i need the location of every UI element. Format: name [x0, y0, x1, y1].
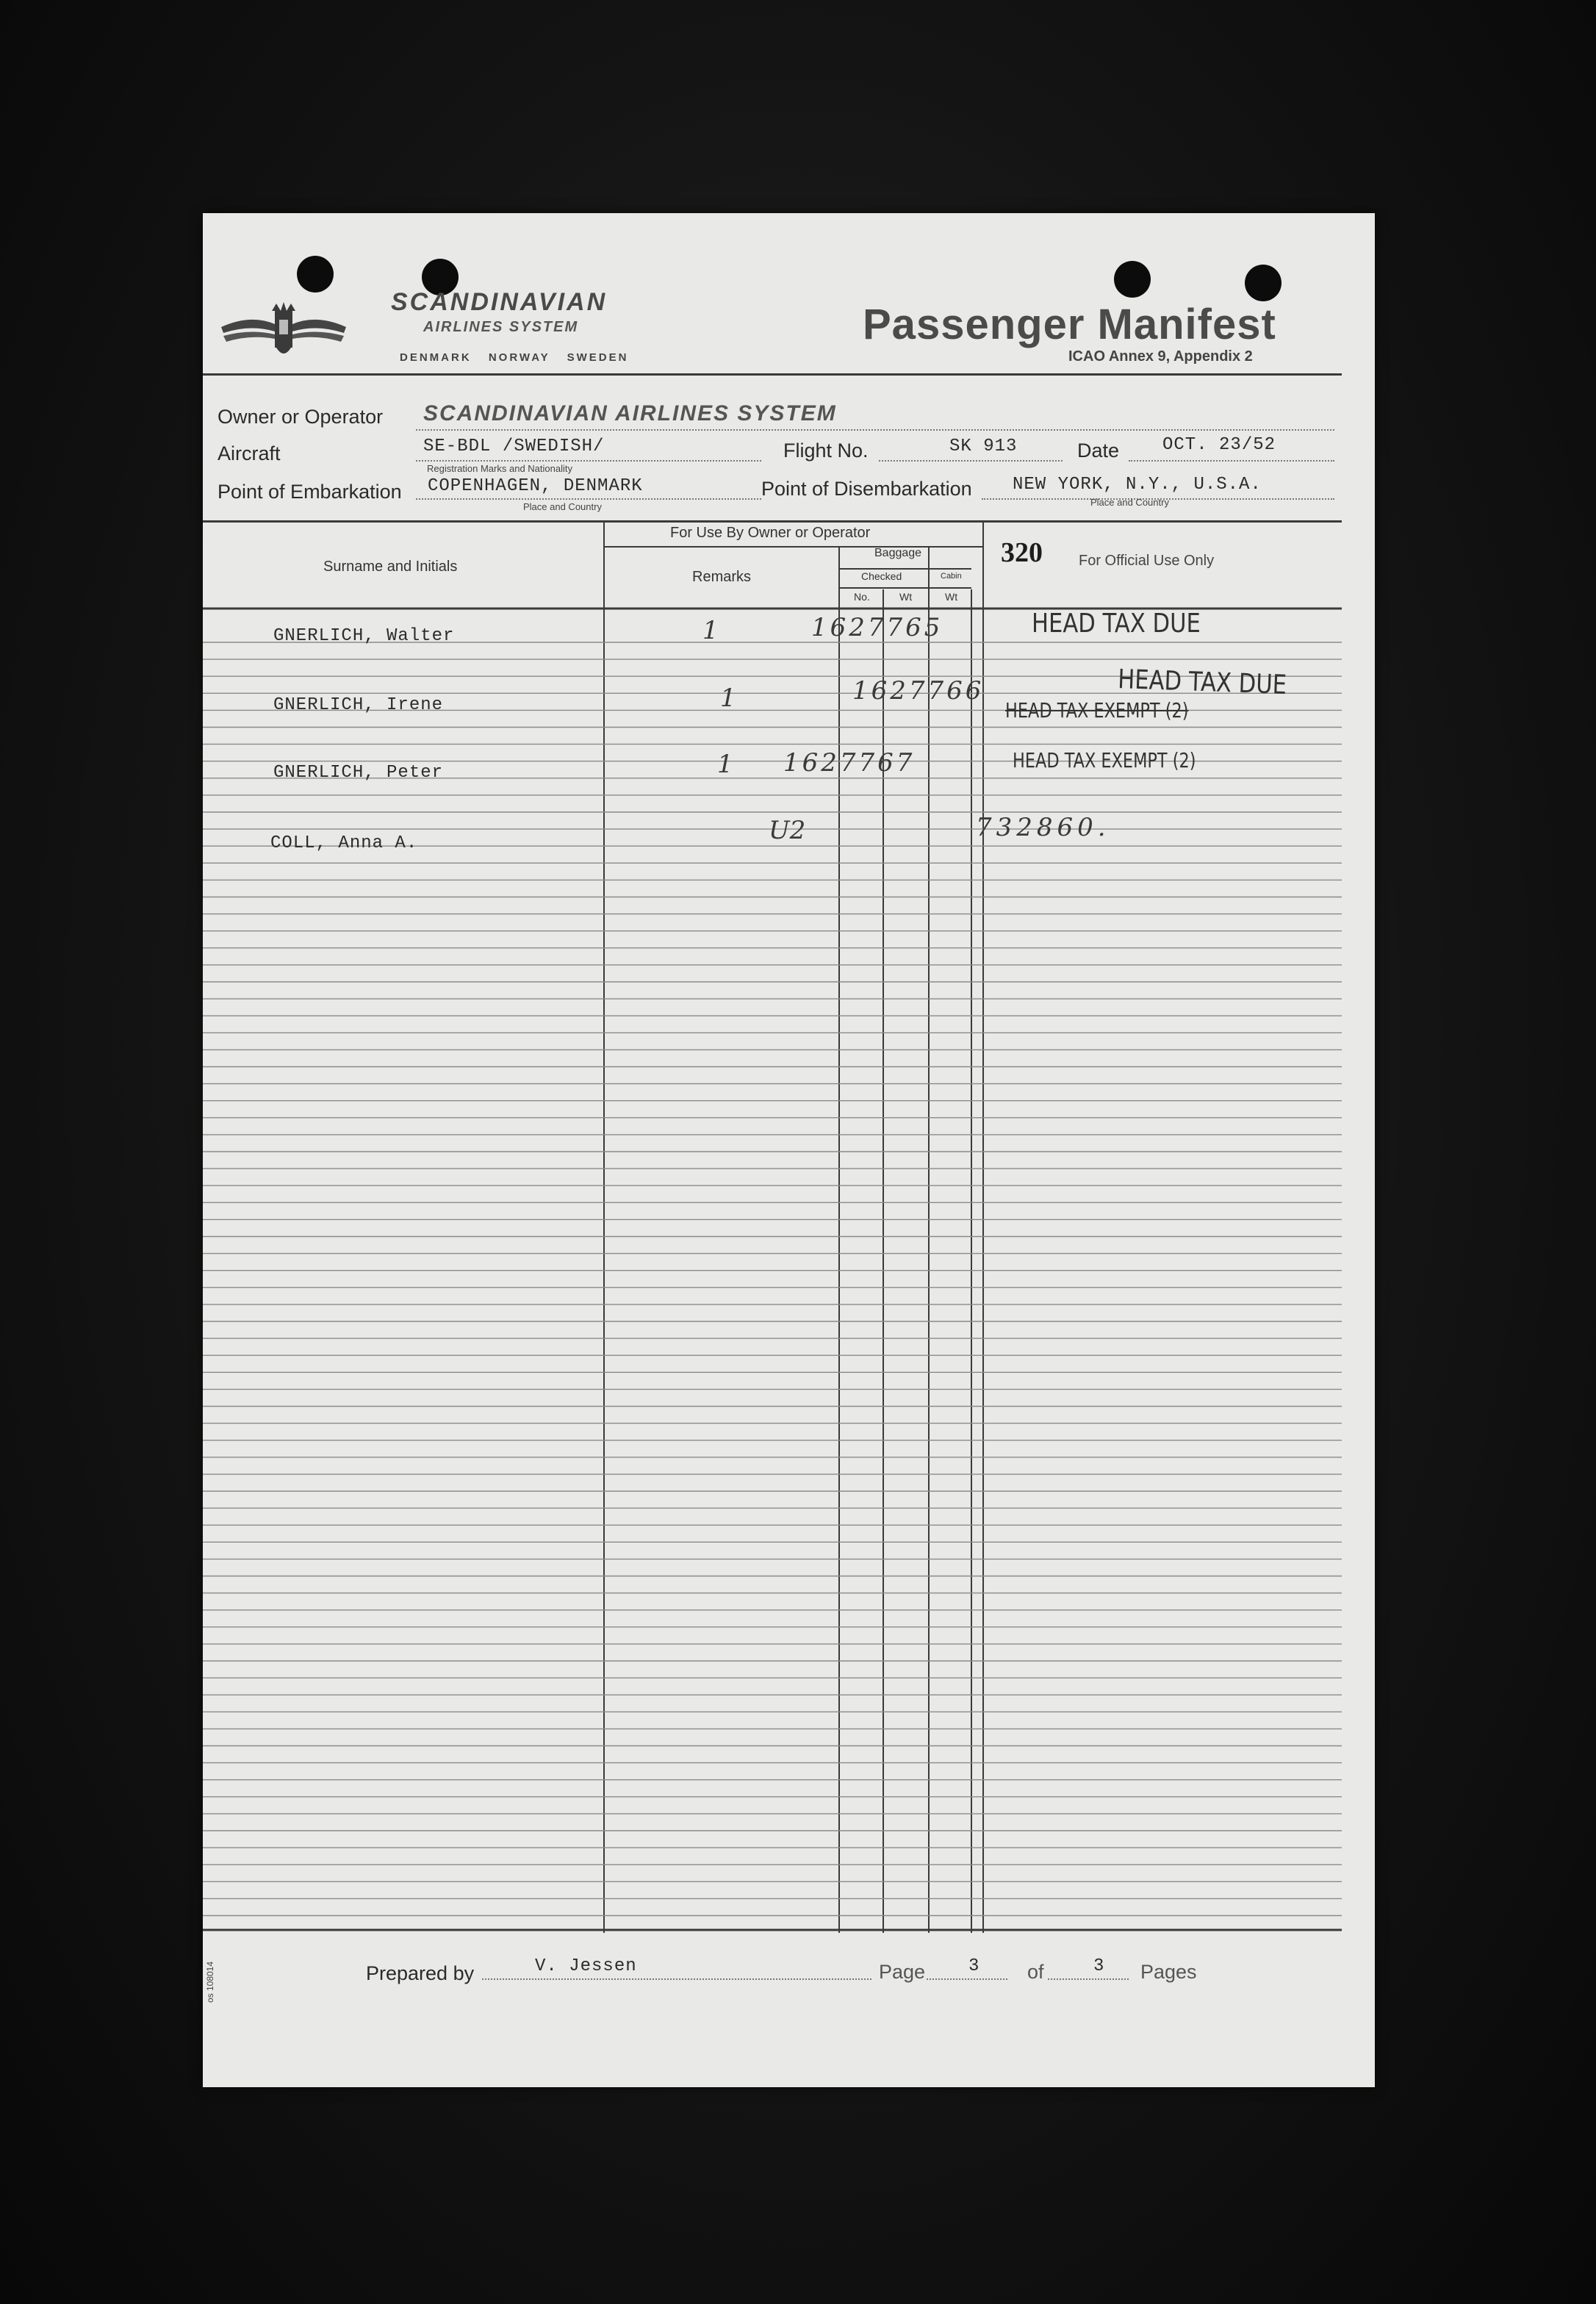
document-subtitle: ICAO Annex 9, Appendix 2 — [1068, 348, 1253, 365]
form-code: os 108014 — [205, 1961, 216, 2003]
column-header-cabin-wt: Wt — [945, 591, 958, 603]
official-stamp: HEAD TAX EXEMPT (2) — [1005, 698, 1189, 722]
passenger-mark: 1 — [720, 683, 736, 713]
passenger-mark: U2 — [769, 816, 806, 845]
ticket-number: 1627766 — [852, 676, 985, 706]
manifest-table-grid — [203, 213, 1375, 2087]
page-value: 3 — [968, 1956, 980, 1976]
column-header-cabin: Cabin — [941, 572, 962, 581]
prepared-by-value: V. Jessen — [535, 1956, 637, 1976]
column-header-official: For Official Use Only — [1079, 553, 1215, 569]
official-stamp: HEAD TAX EXEMPT (2) — [1013, 748, 1196, 772]
date-value: OCT. 23/52 — [1162, 435, 1276, 455]
ticket-number: 1627765 — [811, 613, 943, 642]
embarkation-hint: Place and Country — [523, 501, 602, 512]
brand-name: SCANDINAVIAN — [391, 288, 608, 316]
pages-label: Pages — [1140, 1961, 1197, 1983]
date-label: Date — [1077, 439, 1120, 462]
aircraft-value: SE-BDL /SWEDISH/ — [423, 437, 605, 456]
disembarkation-label: Point of Disembarkation — [761, 478, 972, 500]
passenger-mark: 1 — [717, 750, 733, 779]
manifest-sheet — [203, 213, 1375, 2087]
prepared-by-label: Prepared by — [366, 1962, 475, 1984]
passenger-mark: 1 — [702, 616, 719, 645]
ticket-number: 1627767 — [783, 748, 916, 778]
official-annotation: 732860. — [976, 813, 1110, 842]
column-header-baggage: Baggage — [874, 547, 922, 559]
aircraft-hint: Registration Marks and Nationality — [427, 463, 572, 474]
official-stamp: HEAD TAX DUE — [1032, 609, 1201, 639]
column-header-no: No. — [854, 591, 870, 603]
flight-label: Flight No. — [783, 439, 869, 462]
passenger-name: GNERLICH, Irene — [273, 695, 444, 715]
brand-countries: DENMARK NORWAY SWEDEN — [400, 351, 629, 364]
prepared-by-underline — [482, 1978, 871, 1980]
page-underline — [927, 1978, 1007, 1980]
official-stamp-secondary: HEAD TAX DUE — [1117, 664, 1287, 700]
disembarkation-hint: Place and Country — [1090, 497, 1169, 508]
disembarkation-value: NEW YORK, N.Y., U.S.A. — [1013, 475, 1262, 495]
embarkation-label: Point of Embarkation — [218, 481, 402, 503]
column-header-remarks: Remarks — [692, 569, 752, 585]
column-header-name: Surname and Initials — [323, 559, 458, 575]
passenger-name: GNERLICH, Walter — [273, 626, 455, 646]
of-label: of — [1027, 1961, 1044, 1983]
passenger-name: GNERLICH, Peter — [273, 763, 444, 783]
owner-value: SCANDINAVIAN AIRLINES SYSTEM — [423, 401, 837, 426]
column-header-wt: Wt — [899, 591, 913, 603]
embarkation-value: COPENHAGEN, DENMARK — [428, 476, 643, 496]
brand-subtitle: AIRLINES SYSTEM — [423, 319, 579, 335]
document-title: Passenger Manifest — [863, 301, 1276, 348]
total-pages-underline — [1048, 1978, 1129, 1980]
aircraft-label: Aircraft — [218, 442, 281, 464]
column-header-owner-group: For Use By Owner or Operator — [670, 525, 871, 541]
owner-label: Owner or Operator — [218, 406, 384, 428]
column-header-checked: Checked — [861, 570, 902, 582]
passenger-name: COLL, Anna A. — [270, 833, 418, 853]
page-label: Page — [879, 1961, 926, 1983]
official-number: 320 — [1001, 537, 1043, 568]
flight-value: SK 913 — [949, 437, 1018, 456]
total-pages-value: 3 — [1093, 1956, 1105, 1976]
